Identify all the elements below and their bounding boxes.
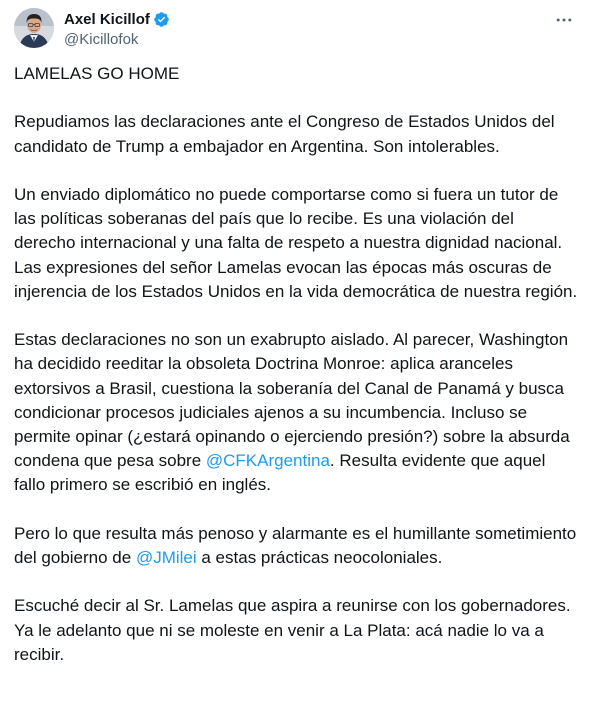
tweet-text-segment: a estas prácticas neocoloniales. [196,548,443,567]
avatar-portrait-icon [14,8,54,48]
user-handle[interactable]: @Kicillofok [64,31,139,48]
tweet-text-segment: . Resulta evidente que aquel fallo primero se escribió en inglés. [14,451,546,495]
mention-jmilei-link[interactable]: @JMilei [135,548,197,567]
more-options-button[interactable] [551,10,577,30]
tweet-paragraph-4 [14,328,580,497]
tweet-text-segment: Pero lo que resulta más penoso y alarmante es el humillante sometimiento del gobierno de [14,523,577,567]
tweet-paragraph-1: LAMELAS GO HOME [14,64,180,83]
tweet-header [14,8,581,52]
tweet-text-segment: Estas declaraciones no son un exabrupto aislado. Al parecer, Washington ha decidido reeditar la obsoleta Doctrina Monroe: aplica aranceles extorsivos a Brasil, cuestiona la soberanía del Canal de Panamá y busca condicionar procesos judiciales ajenos a su incumbencia. Incluso se permite opinar (¿estará opinando o ejerciendo presión?) sobre la absurda condena que pesa sobre [14,330,570,471]
more-horizontal-icon [554,10,574,30]
tweet-paragraph-6: Escuché decir al Sr. Lamelas que aspira a reunirse con los gobernadores. Ya le adelanto que ni se moleste en venir a La Plata: acá nadie lo va a recibir. [14,596,571,664]
tweet-text [14,62,580,667]
display-name[interactable]: Axel Kicillof [64,10,150,28]
verified-badge-icon [153,11,170,28]
tweet-paragraph-2: Repudiamos las declaraciones ante el Congreso de Estados Unidos del candidato de Trump a embajador en Argentina. Son intolerables. [14,112,555,156]
mention-cfkargentina-link[interactable]: @CFKArgentina [205,451,330,471]
tweet-paragraph-5 [14,522,580,570]
tweet-paragraph-3: Un enviado diplomático no puede comportarse como si fuera un tutor de las políticas soberanas del país que lo recibe. Es una violación del derecho internacional y una falta de respeto a nuestra dignidad nacional. Las expresiones del señor Lamelas evocan las épocas más oscuras de injerencia de los Estados Unidos en la vida democrática de nuestra región. [14,184,578,301]
avatar[interactable] [14,8,54,48]
display-name-row [64,9,170,29]
user-block [64,9,170,50]
